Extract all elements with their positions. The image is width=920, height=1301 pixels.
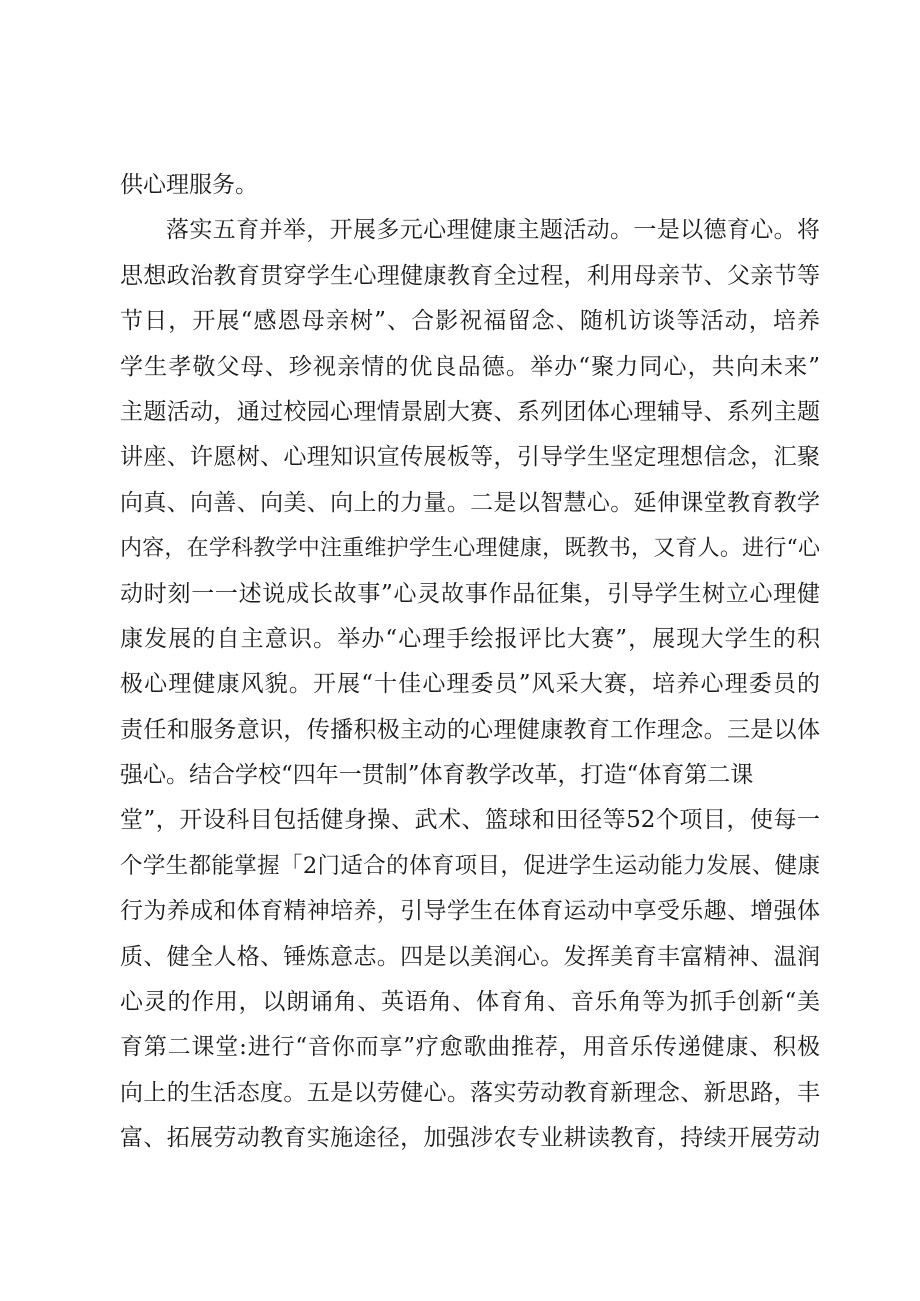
- text-line: 思想政治教育贯穿学生心理健康教育全过程，利用母亲节、父亲节等: [120, 262, 820, 289]
- text-line: 供心理服务。: [120, 172, 258, 198]
- text-line: 内容，在学科教学中注重维护学生心理健康，既教书，又育人。进行“心: [120, 536, 820, 562]
- text-line: 质、健全人格、锤炼意志。四是以美润心。发挥美育丰富精神、温润: [120, 943, 820, 970]
- paragraph-start-line: 落实五育并举，开展多元心理健康主题活动。一是以德育心。将: [166, 217, 820, 244]
- text-line: 育第二课堂:进行“音你而享”疗愈歌曲推荐，用音乐传递健康、积极: [120, 1034, 820, 1061]
- text-line: 强心。结合学校“四年一贯制”体育教学改革，打造“体育第二课: [120, 762, 754, 789]
- body-text: [120, 163, 820, 1162]
- text-line: 责任和服务意识，传播积极主动的心理健康教育工作理念。三是以体: [120, 716, 820, 743]
- text-line: 讲座、许愿树、心理知识宣传展板等，引导学生坚定理想信念，汇聚: [120, 444, 820, 471]
- text-line: 堂”，开设科目包括健身操、武术、篮球和田径等52个项目，使每一: [120, 807, 820, 834]
- text-line: 向真、向善、向美、向上的力量。二是以智慧心。延伸课堂教育教学: [120, 489, 820, 516]
- text-line: 富、拓展劳动教育实施途径，加强涉农专业耕读教育，持续开展劳动: [120, 1125, 820, 1152]
- text-line: 极心理健康风貌。开展“十佳心理委员”风采大赛，培养心理委员的: [120, 671, 820, 698]
- text-line: 行为养成和体育精神培养，引导学生在体育运动中享受乐趣、增强体: [120, 898, 820, 925]
- text-line: 学生孝敬父母、珍视亲情的优良品德。举办“聚力同心，共向未来”: [120, 353, 820, 380]
- text-line: 个学生都能掌握「2门适合的体育项目，促进学生运动能力发展、健康: [120, 852, 820, 879]
- text-line: 节日，开展“感恩母亲树”、合影祝福留念、随机访谈等活动，培养: [120, 308, 820, 335]
- text-line: 向上的生活态度。五是以劳健心。落实劳动教育新理念、新思路，丰: [120, 1079, 820, 1106]
- text-line: 动时刻一一述说成长故事”心灵故事作品征集，引导学生树立心理健: [120, 580, 820, 607]
- text-line: 主题活动，通过校园心理情景剧大赛、系列团体心理辅导、系列主题: [120, 398, 820, 425]
- text-line: 心灵的作用，以朗诵角、英语角、体育角、音乐角等为抓手创新“美: [120, 989, 820, 1016]
- text-line: 康发展的自主意识。举办“心理手绘报评比大赛”，展现大学生的积: [120, 625, 820, 652]
